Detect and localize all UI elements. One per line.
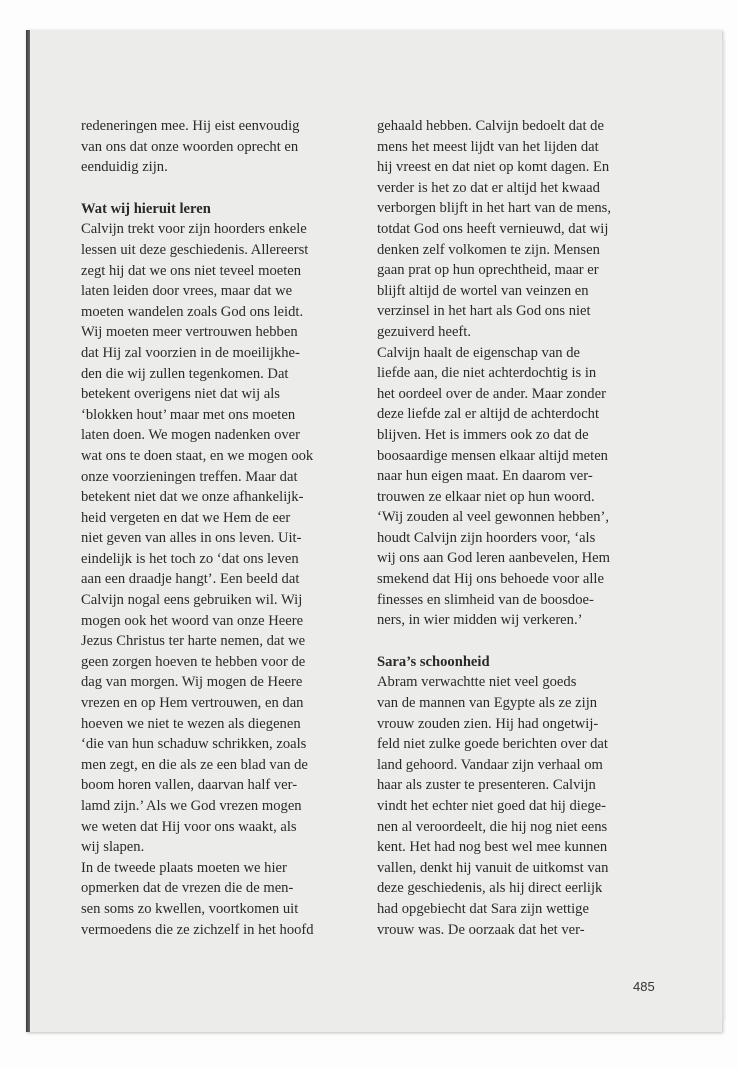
text-line: betekent overigens niet dat wij als	[81, 386, 280, 403]
text-line: geen zorgen hoeven te hebben voor de	[81, 653, 306, 670]
text-line: mens het meest lijdt van het lijden dat	[377, 138, 599, 155]
text-line: men zegt, en die als ze een blad van de	[81, 756, 308, 773]
text-line: dat Hij zal voorzien in de moeilijkhe-	[81, 344, 300, 361]
text-line: vrouw was. De oorzaak dat het ver-	[377, 921, 585, 938]
text-line: moeten wandelen zoals God ons leidt.	[81, 303, 304, 320]
text-line: vindt het echter niet goed dat hij diege-	[377, 798, 606, 814]
book-gutter-shadow	[26, 30, 30, 1032]
text-line: dag van morgen. Wij mogen de Heere	[81, 674, 303, 691]
text-line: den die wij zullen tegenkomen. Dat	[81, 365, 289, 382]
text-line: had opgebiecht dat Sara zijn wettige	[377, 900, 589, 917]
paragraph	[81, 116, 343, 178]
text-line: feld niet zulke goede berichten over dat	[377, 736, 608, 753]
text-line: nen al veroordeelt, die hij nog niet eens	[377, 818, 608, 835]
text-line: ‘die van hun schaduw schrikken, zoals	[81, 736, 307, 753]
text-line: smekend dat Hij ons behoede voor alle	[377, 571, 604, 588]
text-line: laten doen. We mogen nadenken over	[81, 427, 301, 444]
text-line: wij slapen.	[81, 839, 145, 856]
text-line: haar als zuster te presenteren. Calvijn	[377, 777, 596, 794]
page-edge	[722, 40, 726, 1020]
text-line: gaan prat op hun oprechtheid, maar er	[377, 262, 599, 279]
text-line: land gehoord. Vandaar zijn verhaal om	[377, 756, 603, 773]
text-line: Calvijn trekt voor zijn hoorders enkele	[81, 221, 307, 238]
text-line: blijft altijd de wortel van veinzen en	[377, 282, 589, 299]
text-line: hij vreest en dat niet op komt dagen. En	[377, 159, 610, 176]
text-line: finesses en slimheid van de boosdoe-	[377, 591, 594, 608]
paragraph	[377, 116, 639, 343]
text-line: gehaald hebben. Calvijn bedoelt dat de	[377, 118, 604, 134]
text-line: ‘Wij zouden al veel gewonnen hebben’,	[377, 509, 610, 526]
right-column	[377, 116, 639, 940]
left-column	[81, 116, 343, 940]
text-line: van ons dat onze woorden oprecht en	[81, 138, 299, 155]
paragraph	[81, 219, 343, 857]
text-line: Abram verwachtte niet veel goeds	[377, 674, 577, 691]
text-line: boom horen vallen, daarvan half ver-	[81, 777, 298, 794]
text-line: verder is het zo dat er altijd het kwaad	[377, 179, 600, 196]
text-line: eenduidig zijn.	[81, 159, 168, 176]
text-line: Calvijn haalt de eigenschap van de	[377, 344, 581, 361]
text-line: verzinsel in het hart als God ons niet	[377, 303, 591, 320]
text-line: trouwen ze elkaar niet op hun woord.	[377, 488, 595, 505]
text-line: wij ons aan God leren aanbevelen, Hem	[377, 550, 611, 567]
text-line: vrezen en op Hem vertrouwen, en dan	[81, 695, 304, 712]
text-line: we weten dat Hij voor ons waakt, als	[81, 818, 297, 835]
text-line: lamd zijn.’ Als we God vrezen mogen	[81, 798, 302, 814]
book-page	[26, 30, 722, 1032]
text-line: betekent niet dat we onze afhankelijk-	[81, 489, 304, 506]
section-heading: Wat wij hieruit leren	[81, 200, 211, 217]
text-line: boosaardige mensen elkaar altijd meten	[377, 447, 608, 464]
text-line: ners, in wier midden wij verkeren.’	[377, 612, 583, 629]
text-line: houdt Calvijn zijn hoorders voor, ‘als	[377, 529, 596, 546]
text-line: deze geschiedenis, als hij direct eerlijk	[377, 880, 603, 897]
text-line: niet geven van alles in ons leven. Uit-	[81, 530, 302, 547]
text-line: gezuiverd heeft.	[377, 323, 471, 340]
text-line: Jezus Christus ter harte nemen, dat we	[81, 633, 306, 650]
text-line: van de mannen van Egypte als ze zijn	[377, 695, 598, 712]
page-number: 485	[633, 979, 655, 994]
text-line: deze liefde zal er altijd de achterdocht	[377, 406, 600, 423]
text-line: zegt hij dat we ons niet teveel moeten	[81, 262, 302, 279]
text-line: totdat God ons heeft vernieuwd, dat wij	[377, 220, 609, 237]
text-line: onze voorzieningen treffen. Maar dat	[81, 468, 298, 485]
text-line: liefde aan, die niet achterdochtig is in	[377, 365, 597, 382]
text-line: hoeven we niet te wezen als diegenen	[81, 715, 301, 732]
text-line: ‘blokken hout’ maar met ons moeten	[81, 406, 296, 423]
text-line: vallen, denkt hij vanuit de uitkomst van	[377, 859, 609, 876]
text-line: wat ons te doen staat, en we mogen ook	[81, 447, 314, 464]
text-line: redeneringen mee. Hij eist eenvoudig	[81, 118, 300, 134]
paragraph	[377, 672, 639, 940]
text-line: vrouw zouden zien. Hij had ongetwij-	[377, 715, 599, 732]
text-line: Wij moeten meer vertrouwen hebben	[81, 324, 298, 341]
text-line: In de tweede plaats moeten we hier	[81, 859, 287, 876]
text-line: heid vergeten en dat we Hem de eer	[81, 509, 291, 526]
text-line: het oordeel over de ander. Maar zonder	[377, 385, 606, 402]
text-line: naar hun eigen maat. En daarom ver-	[377, 468, 593, 485]
text-line: blijven. Het is immers ook zo dat de	[377, 426, 589, 443]
section-heading: Sara’s schoonheid	[377, 653, 490, 670]
paragraph	[377, 343, 639, 631]
text-line: Calvijn nogal eens gebruiken wil. Wij	[81, 592, 303, 609]
text-line: vermoedens die ze zichzelf in het hoofd	[81, 921, 314, 938]
text-line: mogen ook het woord van onze Heere	[81, 612, 304, 629]
text-line: denken zelf volkomen te zijn. Mensen	[377, 241, 600, 258]
text-line: opmerken dat de vrezen die de men-	[81, 880, 294, 897]
text-line: eindelijk is het toch zo ‘dat ons leven	[81, 550, 299, 567]
text-line: kent. Het had nog best wel mee kunnen	[377, 839, 608, 856]
text-line: aan een draadje hangt’. Een beeld dat	[81, 571, 300, 588]
paragraph	[81, 858, 343, 940]
text-line: laten leiden door vrees, maar dat we	[81, 283, 293, 300]
text-line: verborgen blijft in het hart van de mens,	[377, 200, 611, 217]
text-line: sen soms zo kwellen, voortkomen uit	[81, 900, 299, 917]
text-line: lessen uit deze geschiedenis. Allereerst	[81, 241, 309, 258]
